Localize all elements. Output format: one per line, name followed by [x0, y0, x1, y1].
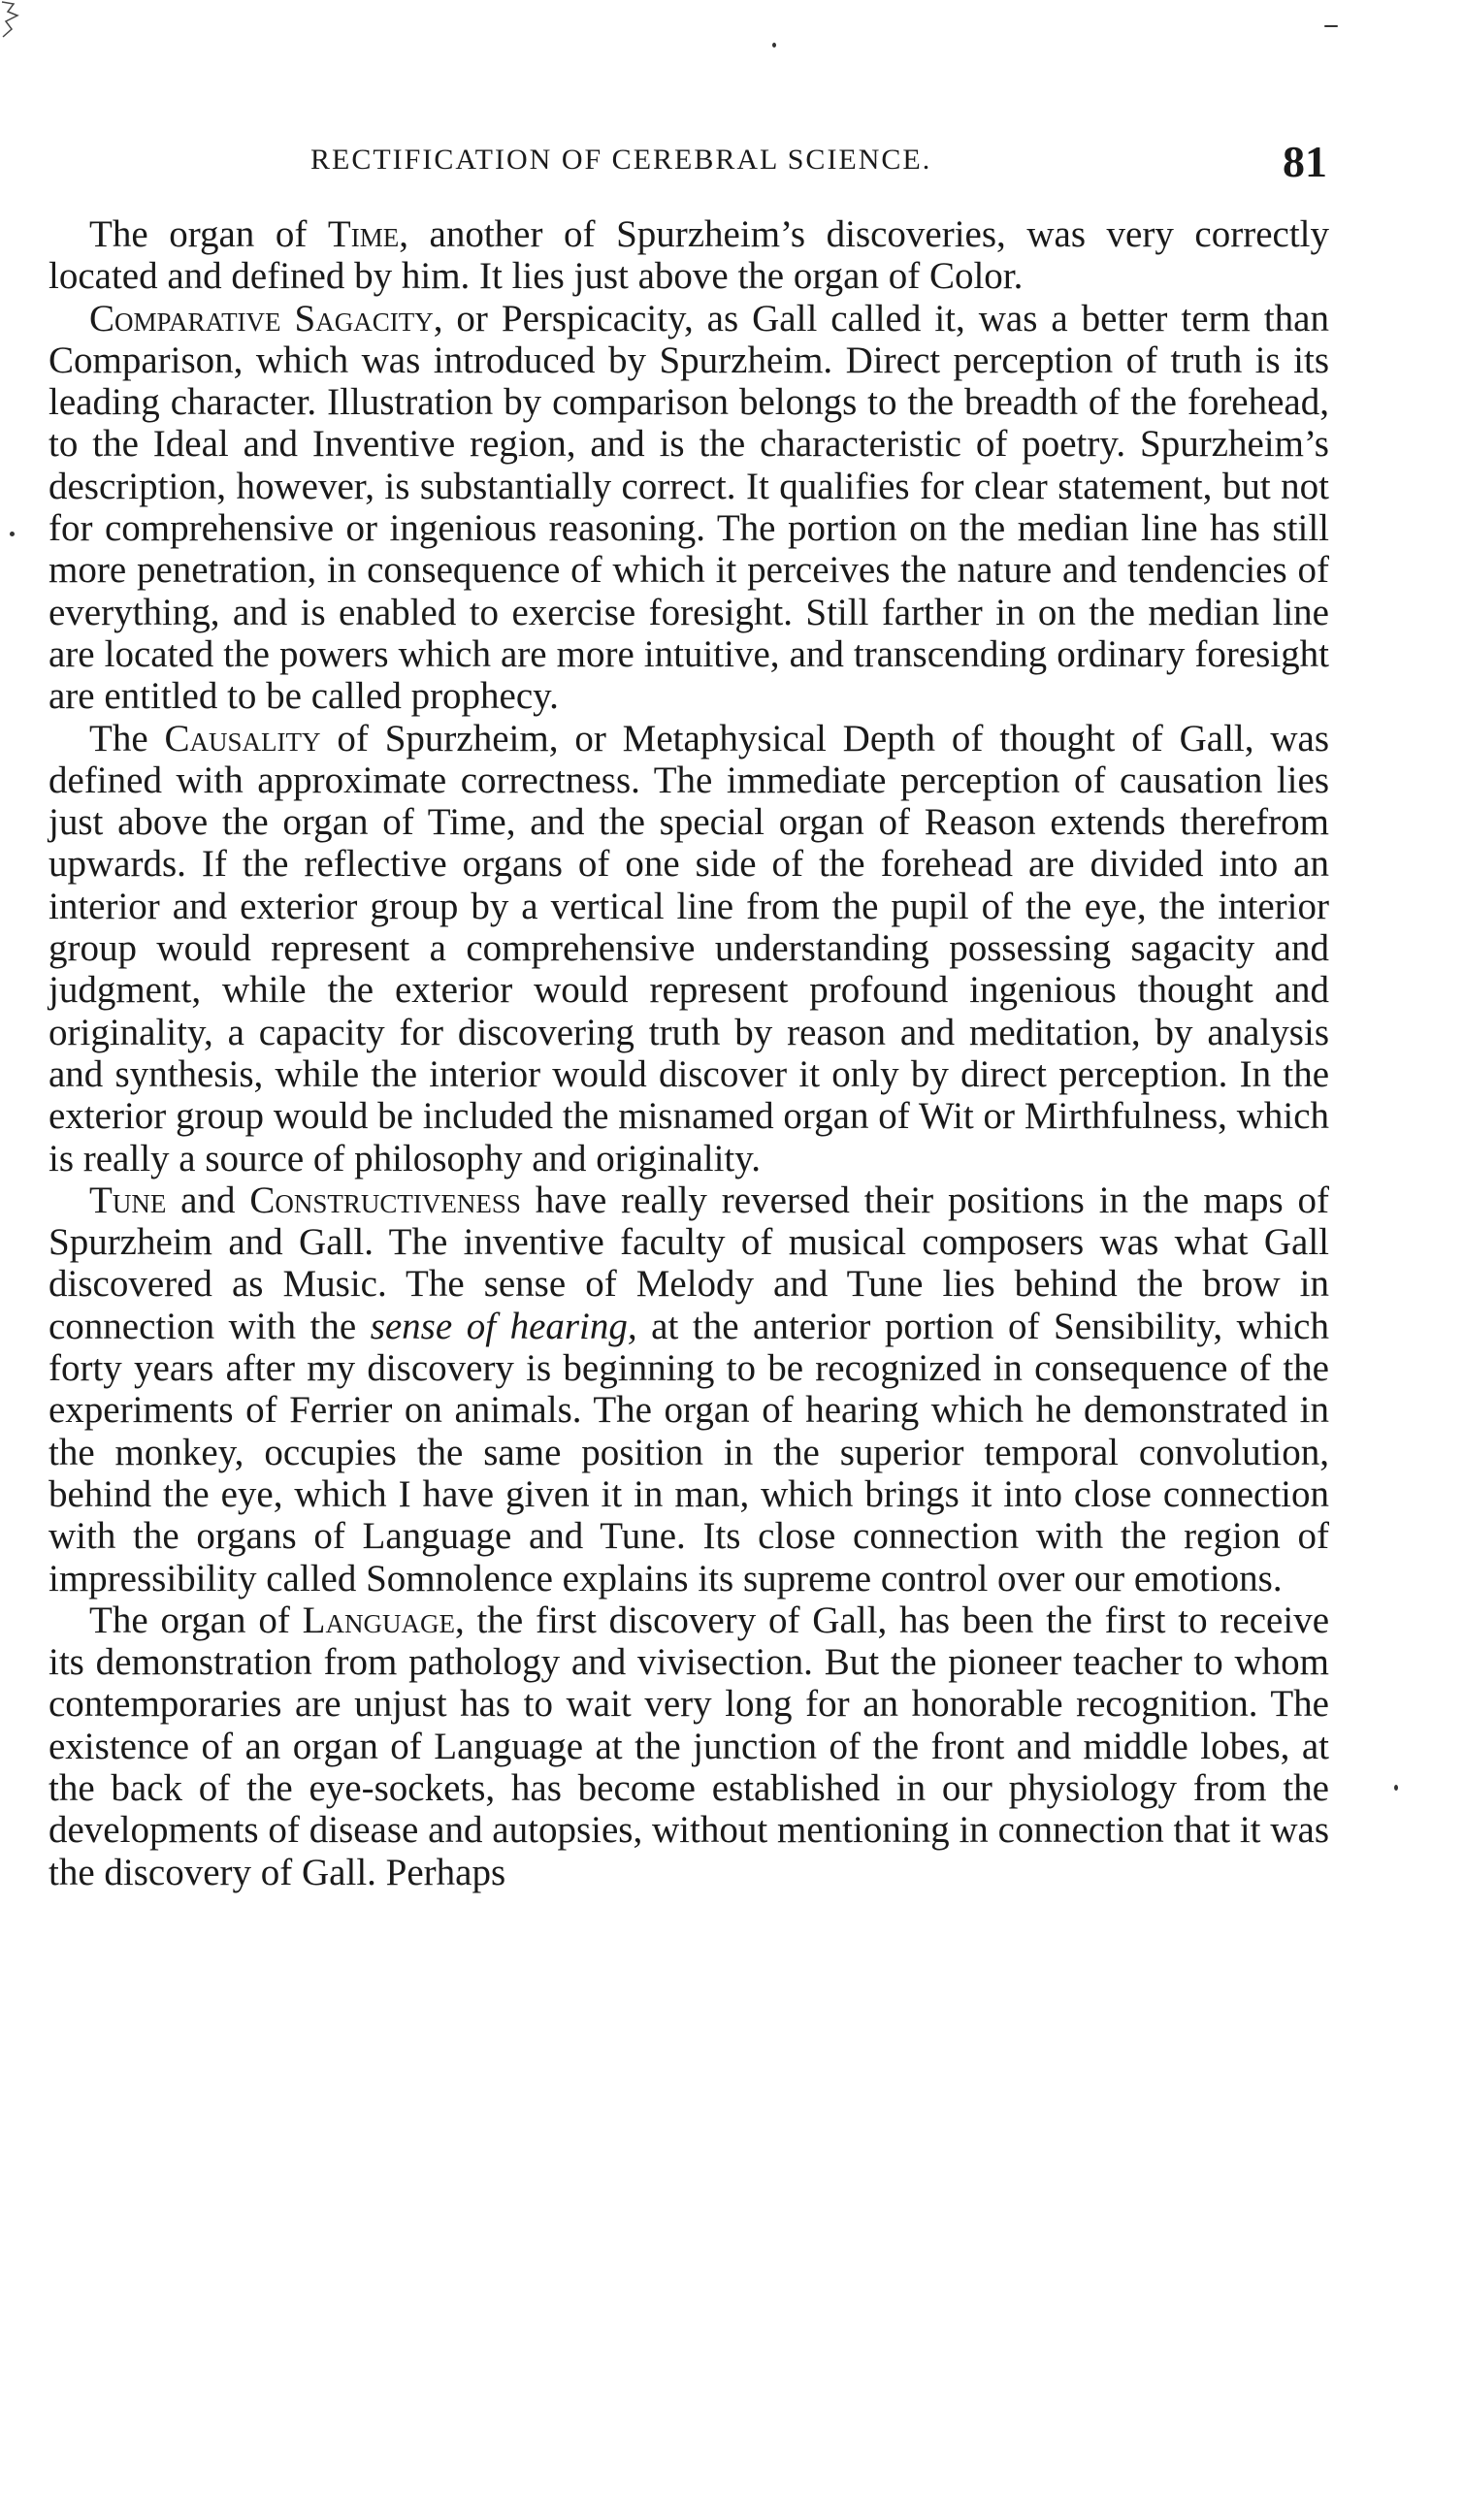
paragraph-lead: The organ of — [89, 1599, 303, 1641]
paragraph-text: , the first discovery of Gall, has been the first to receive its demonstration from pathology and vivisection. But the pioneer teacher to whom contemporaries are unjust has to wait very long for an honorable recognition. The existence of an organ of Language at the junction of the front and middle lobes, at the back of the eye-sockets, has become established in our physiology from the developments of disease and autopsies, without mentioning in connection that it was the discovery of Gall. Perhaps — [49, 1599, 1329, 1893]
paragraph-text: , or Perspicacity, as Gall called it, was a better term than Comparison, which was introduced by Spurzheim. Direct perception of truth is its leading character. Illustration by comparison belongs to the breadth of the forehead, to the Ideal and Inventive region, and is the characteristic of poetry. Spurzheim’s description, however, is substantially correct. It qualifies for clear statement, but not for comprehensive or ingenious reasoning. The portion on the median line has still more penetration, in consequence of which it perceives the nature and tendencies of everything, and is enabled to exercise foresight. Still farther in on the median line are located the powers which are more intuitive, and transcending ordinary foresight are entitled to be called prophecy. — [49, 297, 1329, 718]
running-title: RECTIFICATION OF CEREBRAL SCIENCE. — [310, 144, 932, 176]
scan-corner-mark — [0, 0, 25, 39]
scan-speck — [1324, 25, 1338, 27]
book-page — [49, 136, 1329, 1893]
scan-speck — [772, 43, 776, 48]
italic-phrase: sense of hearing, — [370, 1305, 637, 1347]
paragraph-time — [49, 213, 1329, 298]
paragraph-lead: The organ of — [89, 213, 328, 255]
paragraph-conjunction: and — [166, 1179, 250, 1221]
page-number: 81 — [1283, 137, 1327, 186]
faculty-term: Time — [327, 213, 400, 255]
paragraph-causality — [49, 718, 1329, 1179]
paragraph-lead: The — [89, 717, 165, 759]
scan-speck — [1394, 1785, 1398, 1791]
faculty-term: Constructiveness — [249, 1179, 521, 1221]
body-text — [49, 213, 1329, 1893]
running-header — [49, 136, 1329, 194]
faculty-term: Language — [302, 1599, 455, 1641]
paragraph-text: at the anterior portion of Sensibility, which forty years after my discovery is beginning to be recognized in consequence of the experiments of Ferrier on animals. The organ of hearing which he demonstrated in the monkey, occupies the same position in the superior temporal convolution, behind the eye, which I have given it in man, which brings it into close connection with the organs of Language and Tune. Its close connection with the region of impressibility called Somnolence explains its supreme control over our emotions. — [49, 1305, 1329, 1599]
faculty-term: Tune — [89, 1179, 167, 1221]
paragraph-text: , another of Spurzheim’s discoveries, was very correctly located and defined by him. It lies just above the organ of Color. — [49, 213, 1329, 298]
paragraph-text: have really reversed their positions in the maps of Spurzheim and Gall. The inventive faculty of musical composers was what Gall discovered as Music. The sense of Melody and Tune lies behind the brow in connection with the — [49, 1179, 1330, 1347]
paragraph-tune-constructiveness — [49, 1179, 1329, 1599]
paragraph-text: of Spurzheim, or Metaphysical Depth of thought of Gall, was defined with approximate correctness. The immediate perception of causation lies just above the organ of Time, and the special organ of Reason extends therefrom upwards. If the reflective organs of one side of the forehead are divided into an interior and exterior group by a vertical line from the pupil of the eye, the interior group would represent a comprehensive understanding possessing sagacity and judgment, while the exterior would represent profound ingenious thought and originality, a capacity for discovering truth by reason and meditation, by analysis and synthesis, while the interior would discover it only by direct perception. In the exterior group would be included the misnamed organ of Wit or Mirthfulness, which is really a source of philosophy and originality. — [49, 717, 1330, 1179]
faculty-term: Comparative Sagacity — [89, 297, 434, 339]
scan-speck — [10, 532, 15, 536]
faculty-term: Causality — [164, 717, 321, 759]
paragraph-comparative-sagacity — [49, 298, 1329, 718]
paragraph-language — [49, 1599, 1329, 1893]
